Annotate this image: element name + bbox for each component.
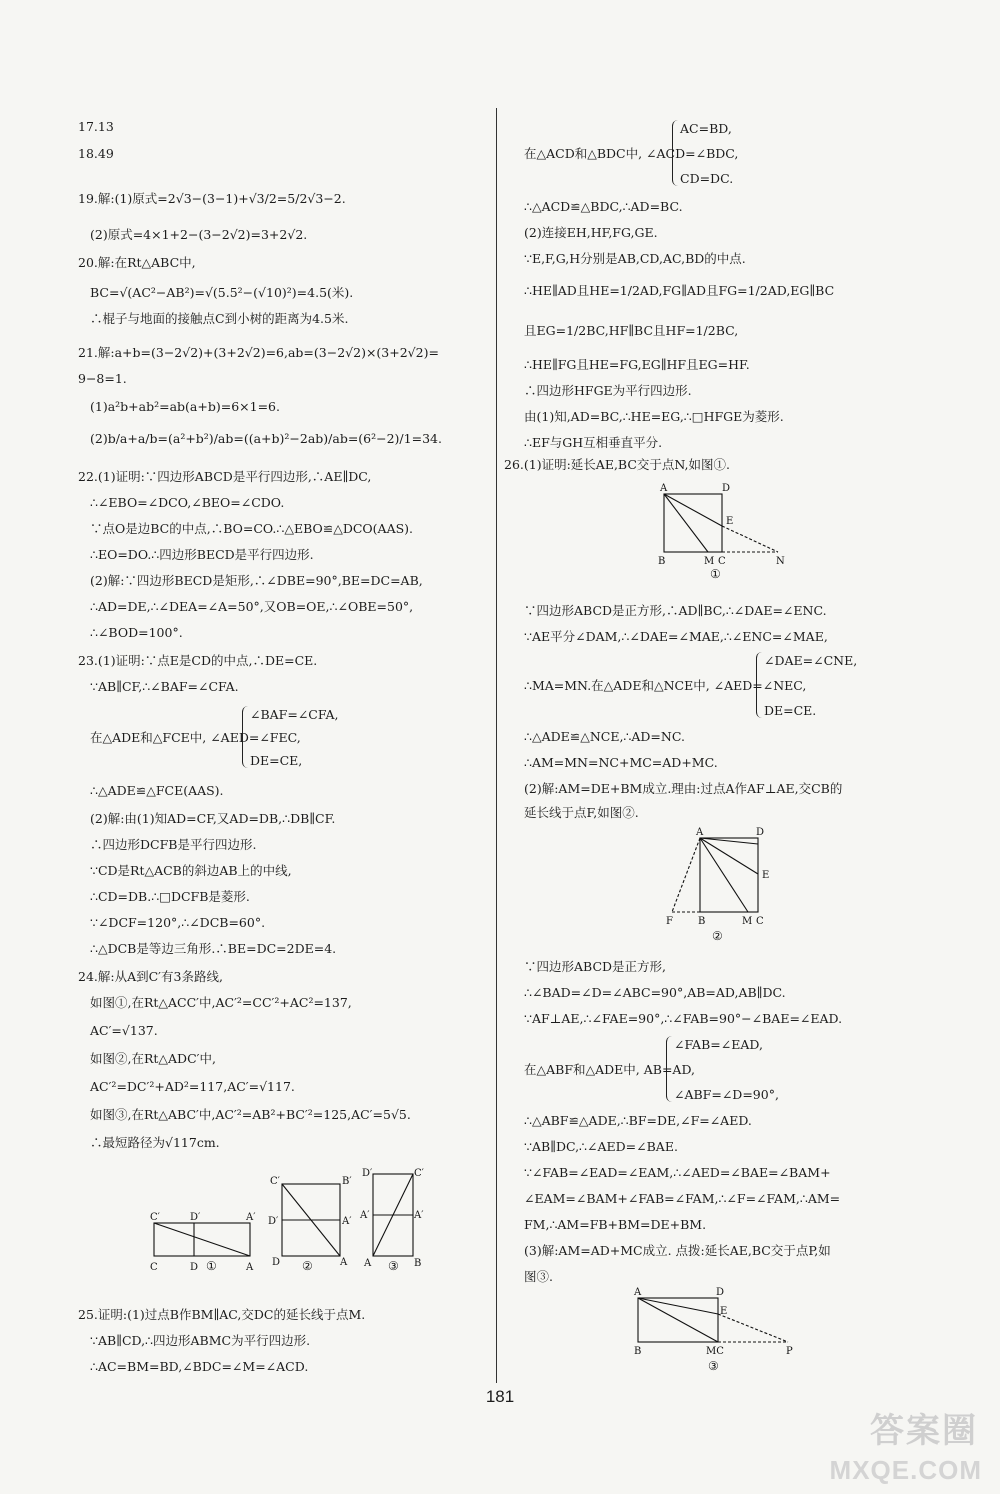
svg-text:③: ③ [708,1359,719,1373]
watermark-url: MXQE.COM [829,1455,982,1485]
svg-text:C′: C′ [150,1212,160,1223]
svg-text:D′: D′ [268,1216,279,1227]
svg-text:B: B [414,1258,422,1269]
answer-26-line: ∴AM=MN=NC+MC=AD+MC. [524,755,718,770]
answer-26-line: ∵AB∥DC,∴∠AED=∠BAE. [524,1139,678,1154]
answer-22-line: ∴∠EBO=∠DCO,∠BEO=∠CDO. [90,495,285,510]
answer-20-line: ∴棍子与地面的接触点C到小树的距离为4.5米. [90,311,349,326]
answer-22-line: ∵点O是边BC的中点,∴BO=CO.∴△EBO≌△DCO(AAS). [90,521,414,536]
answer-24-line: 如图①,在Rt△ACC′中,AC′²=CC′²+AC²=137, [90,995,352,1010]
svg-text:D: D [272,1257,281,1268]
answer-26-line: 在△ABF和△ADE中, AB=AD, [524,1062,695,1077]
svg-text:F: F [666,916,673,927]
answer-24-line: AC′²=DC′²+AD²=117,AC′=√117. [90,1079,295,1094]
answer-24-line: 如图②,在Rt△ADC′中, [90,1051,216,1066]
svg-text:A′: A′ [246,1212,256,1223]
answer-26-2: (2)解:AM=DE+BM成立.理由:过点A作AF⊥AE,交CB的 [524,781,843,796]
answer-19-1: 19.解:(1)原式=2√3−(3−1)+√3/2=5/2√3−2. [78,191,346,206]
answer-25-cond: CD=DC. [680,171,734,186]
svg-text:B: B [658,556,666,567]
svg-text:MC: MC [706,1346,724,1357]
answer-23-line: ∵AB∥CF,∴∠BAF=∠CFA. [90,679,239,694]
answer-25-cond: AC=BD, [680,121,732,136]
svg-text:M: M [742,916,753,927]
answer-26-line: ∴△ADE≌△NCE,∴AD=NC. [524,729,685,744]
svg-text:E: E [726,516,734,527]
figure-26-3 [628,1284,808,1376]
figure-24 [144,1170,444,1302]
answer-24-line: 如图③,在Rt△ABC′中,AC′²=AB²+BC′²=125,AC′=5√5. [90,1107,411,1122]
svg-text:②: ② [712,929,723,943]
answer-25-line: ∴EF与GH互相垂直平分. [524,435,663,450]
svg-text:A′: A′ [342,1216,352,1227]
answer-25-line: 在△ACD和△BDC中, ∠ACD=∠BDC, [524,146,739,161]
answer-22-line: ∴∠BOD=100°. [90,625,183,640]
svg-text:A: A [364,1258,372,1269]
svg-text:C′: C′ [270,1176,280,1187]
answer-22-line: ∴AD=DE,∴∠DEA=∠A=50°,又OB=OE,∴∠OBE=50°, [90,599,414,614]
svg-text:E: E [762,870,770,881]
answer-26-line: 图③. [524,1269,553,1284]
answer-25-line: ∴四边形HFGE为平行四边形. [524,383,692,398]
answer-26-line: ∵AE平分∠DAM,∴∠DAE=∠MAE,∴∠ENC=∠MAE, [524,629,828,644]
answer-21-line: 9−8=1. [78,371,127,386]
svg-text:A: A [634,1287,642,1298]
answer-24: 24.解:从A到C′有3条路线, [78,969,223,984]
answer-26-3: (3)解:AM=AD+MC成立. 点拨:延长AE,BC交于点P,如 [524,1243,831,1258]
answer-20-line: BC=√(AC²−AB²)=√(5.5²−(√10)²)=4.5(米). [90,285,354,300]
svg-text:D′: D′ [362,1168,373,1179]
svg-text:B: B [698,916,706,927]
svg-text:②: ② [302,1259,313,1273]
svg-text:①: ① [710,567,721,581]
answer-26-line: ∵四边形ABCD是正方形,∴AD∥BC,∴∠DAE=∠ENC. [524,603,827,618]
answer-19-2: (2)原式=4×1+2−(3−2√2)=3+2√2. [90,227,308,242]
answer-25-line: ∵AB∥CD,∴四边形ABMC为平行四边形. [90,1333,311,1348]
svg-text:C: C [718,556,726,567]
answer-20: 20.解:在Rt△ABC中, [78,255,196,270]
svg-text:B: B [634,1346,642,1357]
answer-25-line: ∴HE∥FG且HE=FG,EG∥HF且EG=HF. [524,357,750,372]
answer-26-line: ∴△ABF≌△ADE,∴BF=DE,∠F=∠AED. [524,1113,752,1128]
answer-18: 18.49 [78,146,114,161]
watermark-logo: 答案圈 [870,1412,978,1450]
answer-26-line: ∴MA=MN.在△ADE和△NCE中, ∠AED=∠NEC, [524,678,807,693]
answer-25-line: ∵E,F,G,H分别是AB,CD,AC,BD的中点. [524,251,746,266]
answer-22: 22.(1)证明:∵四边形ABCD是平行四边形,∴AE∥DC, [78,469,372,484]
answer-17: 17.13 [78,119,114,134]
answer-23-line: ∴△DCB是等边三角形.∴BE=DC=2DE=4. [90,941,337,956]
answer-23-line: ∵∠DCF=120°,∴∠DCB=60°. [90,915,266,930]
svg-text:C′: C′ [414,1168,424,1179]
answer-26-cond: ∠FAB=∠EAD, [674,1037,763,1052]
svg-text:D: D [190,1262,199,1273]
svg-text:B′: B′ [342,1176,352,1187]
svg-text:C: C [150,1262,158,1273]
answer-24-line: AC′=√137. [90,1023,158,1038]
page-number: 181 [485,1387,515,1406]
svg-text:A′: A′ [414,1210,424,1221]
answer-25-line: ∴△ACD≌△BDC,∴AD=BC. [524,199,683,214]
svg-text:D: D [716,1287,725,1298]
svg-text:③: ③ [388,1259,399,1273]
svg-text:A: A [246,1262,254,1273]
answer-23-cond: DE=CE, [250,753,303,768]
answer-23-line: 在△ADE和△FCE中, ∠AED=∠FEC, [90,730,301,745]
svg-text:D′: D′ [190,1212,201,1223]
answer-26-line: ∠EAM=∠BAM+∠FAB=∠FAM,∴∠F=∠FAM,∴AM= [524,1191,841,1206]
answer-26-line: 延长线于点F,如图②. [524,805,639,820]
answer-22-2: (2)解:∵四边形BECD是矩形,∴∠DBE=90°,BE=DC=AB, [90,573,423,588]
answer-23-cond: ∠BAF=∠CFA, [250,707,339,722]
answer-26-cond: ∠ABF=∠D=90°, [674,1087,779,1102]
answer-25-line: 由(1)知,AD=BC,∴HE=EG,∴□HFGE为菱形. [524,409,784,424]
answer-23-line: ∴四边形DCFB是平行四边形. [90,837,257,852]
svg-text:D: D [756,827,765,838]
answer-22-line: ∴EO=DO.∴四边形BECD是平行四边形. [90,547,314,562]
answer-26-line: ∵AF⊥AE,∴∠FAE=90°,∴∠FAB=90°−∠BAE=∠EAD. [524,1011,843,1026]
answer-26-cond: ∠DAE=∠CNE, [764,653,858,668]
svg-text:A: A [340,1257,348,1268]
answer-25-line: ∴AC=BM=BD,∠BDC=∠M=∠ACD. [90,1359,309,1374]
svg-text:D: D [722,483,731,494]
svg-text:①: ① [206,1259,217,1273]
answer-26-cond: DE=CE. [764,703,817,718]
svg-text:M: M [704,556,715,567]
svg-text:A: A [696,827,704,838]
answer-24-line: ∴最短路径为√117cm. [90,1135,220,1150]
svg-text:A: A [660,483,668,494]
answer-23-line: ∴CD=DB.∴□DCFB是菱形. [90,889,250,904]
answer-25-2: (2)连接EH,HF,FG,GE. [524,225,658,240]
svg-text:C: C [756,916,764,927]
answer-21: 21.解:a+b=(3−2√2)+(3+2√2)=6,ab=(3−2√2)×(3+2√2)= [78,345,439,360]
answer-23-line: ∵CD是Rt△ACB的斜边AB上的中线, [90,863,292,878]
answer-26-line: ∴∠BAD=∠D=∠ABC=90°,AB=AD,AB∥DC. [524,985,786,1000]
figure-26-2 [660,824,780,944]
svg-text:N: N [776,556,785,567]
answer-26-line: FM,∴AM=FB+BM=DE+BM. [524,1217,707,1232]
svg-text:A′: A′ [360,1210,370,1221]
answer-26-line: ∵四边形ABCD是正方形, [524,959,667,974]
answer-21-1: (1)a²b+ab²=ab(a+b)=6×1=6. [90,399,280,414]
answer-25-line: ∴HE∥AD且HE=1/2AD,FG∥AD且FG=1/2AD,EG∥BC [524,283,835,298]
answer-23-2: (2)解:由(1)知AD=CF,又AD=DB,∴DB∥CF. [90,811,336,826]
column-divider [496,108,497,1383]
svg-text:E: E [720,1306,728,1317]
answer-25: 25.证明:(1)过点B作BM∥AC,交DC的延长线于点M. [78,1307,366,1322]
answer-23: 23.(1)证明:∵点E是CD的中点,∴DE=CE. [78,653,318,668]
answer-23-line: ∴△ADE≌△FCE(AAS). [90,783,224,798]
answer-21-2: (2)b/a+a/b=(a²+b²)/ab=((a+b)²−2ab)/ab=(6²−2)/1=34. [90,431,442,446]
answer-26-line: ∵∠FAB=∠EAD=∠EAM,∴∠AED=∠BAE=∠BAM+ [524,1165,831,1180]
figure-26-1 [652,480,792,580]
answer-25-line: 且EG=1/2BC,HF∥BC且HF=1/2BC, [524,323,739,338]
answer-26: 26.(1)证明:延长AE,BC交于点N,如图①. [504,457,730,472]
svg-text:P: P [786,1346,793,1357]
